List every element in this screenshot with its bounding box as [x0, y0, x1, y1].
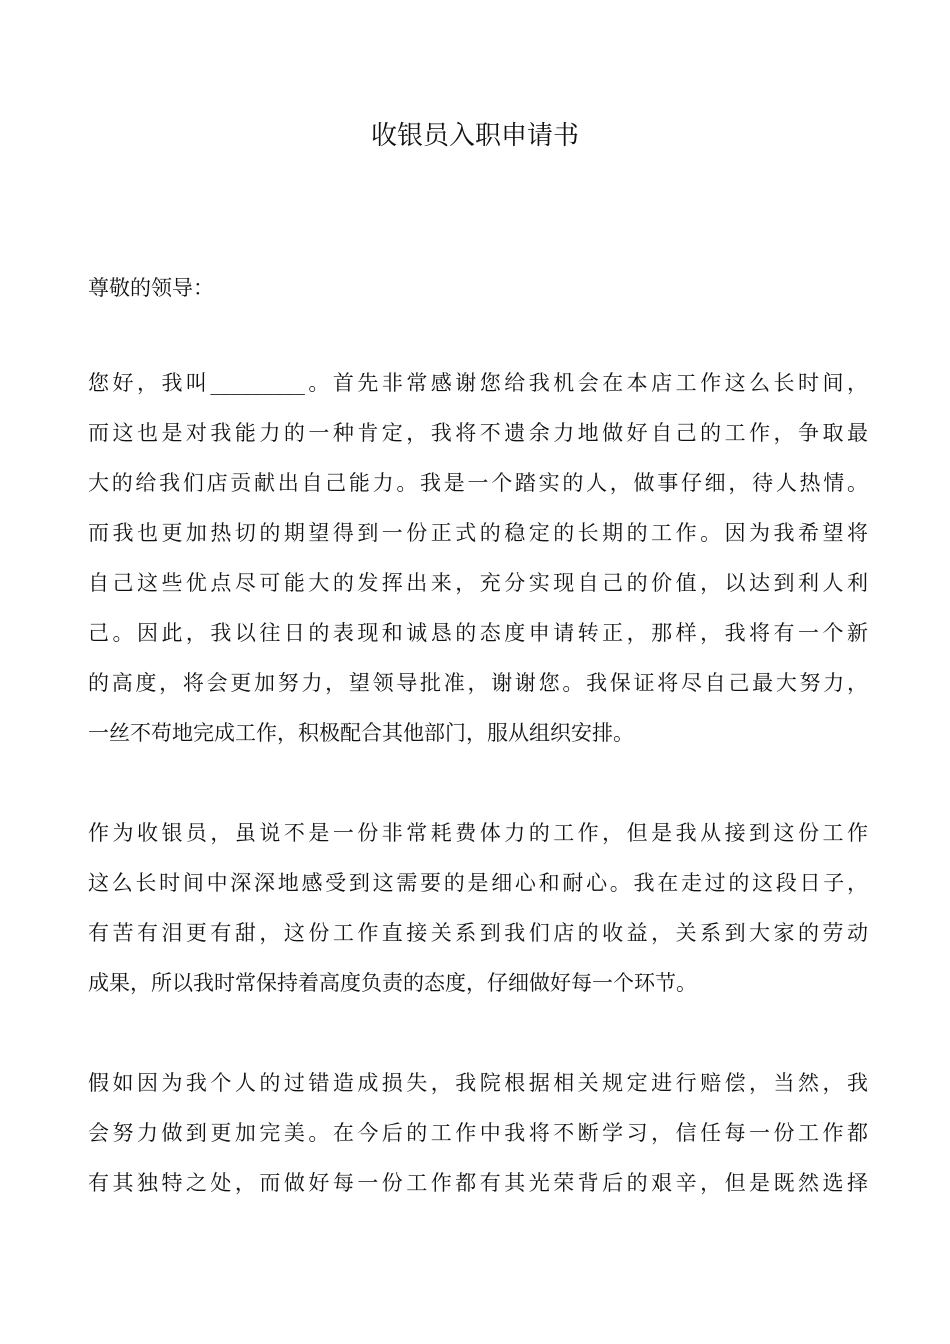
salutation: 尊敬的领导： [88, 276, 214, 300]
paragraph-line: 假如因为我个人的过错造成损失，我院根据相关规定进行赔偿，当然，我 [88, 1071, 868, 1095]
paragraph-line: 作为收银员，虽说不是一份非常耗费体力的工作，但是我从接到这份工作 [88, 821, 868, 845]
paragraph-line: 自己这些优点尽可能大的发挥出来，充分实现自己的价值，以达到利人利 [88, 571, 868, 595]
paragraph-3 [88, 1058, 868, 1208]
document-title: 收银员入职申请书 [370, 121, 579, 151]
paragraph-1 [88, 358, 868, 758]
paragraph-line: 的高度，将会更加努力，望领导批准，谢谢您。我保证将尽自己最大努力， [88, 671, 868, 695]
paragraph-line: 己。因此，我以往日的表现和诚恳的态度申请转正，那样，我将有一个新 [88, 621, 868, 645]
paragraph-line: 您好，我叫_________。首先非常感谢您给我机会在本店工作这么长时间， [88, 371, 868, 395]
paragraph-line: 而我也更加热切的期望得到一份正式的稳定的长期的工作。因为我希望将 [88, 521, 868, 545]
paragraph-line: 大的给我们店贡献出自己能力。我是一个踏实的人，做事仔细，待人热情。 [88, 471, 868, 495]
paragraph-line: 成果，所以我时常保持着高度负责的态度，仔细做好每一个环节。 [88, 971, 697, 995]
paragraph-line: 有苦有泪更有甜，这份工作直接关系到我们店的收益，关系到大家的劳动 [88, 921, 868, 945]
paragraph-line: 会努力做到更加完美。在今后的工作中我将不断学习，信任每一份工作都 [88, 1121, 868, 1145]
paragraph-line: 这么长时间中深深地感受到这需要的是细心和耐心。我在走过的这段日子， [88, 871, 868, 895]
paragraph-line: 有其独特之处，而做好每一份工作都有其光荣背后的艰辛，但是既然选择 [88, 1171, 868, 1195]
paragraph-line: 一丝不苟地完成工作，积极配合其他部门，服从组织安排。 [88, 721, 634, 745]
paragraph-line: 而这也是对我能力的一种肯定，我将不遗余力地做好自己的工作，争取最 [88, 421, 868, 445]
paragraph-2 [88, 808, 868, 1008]
